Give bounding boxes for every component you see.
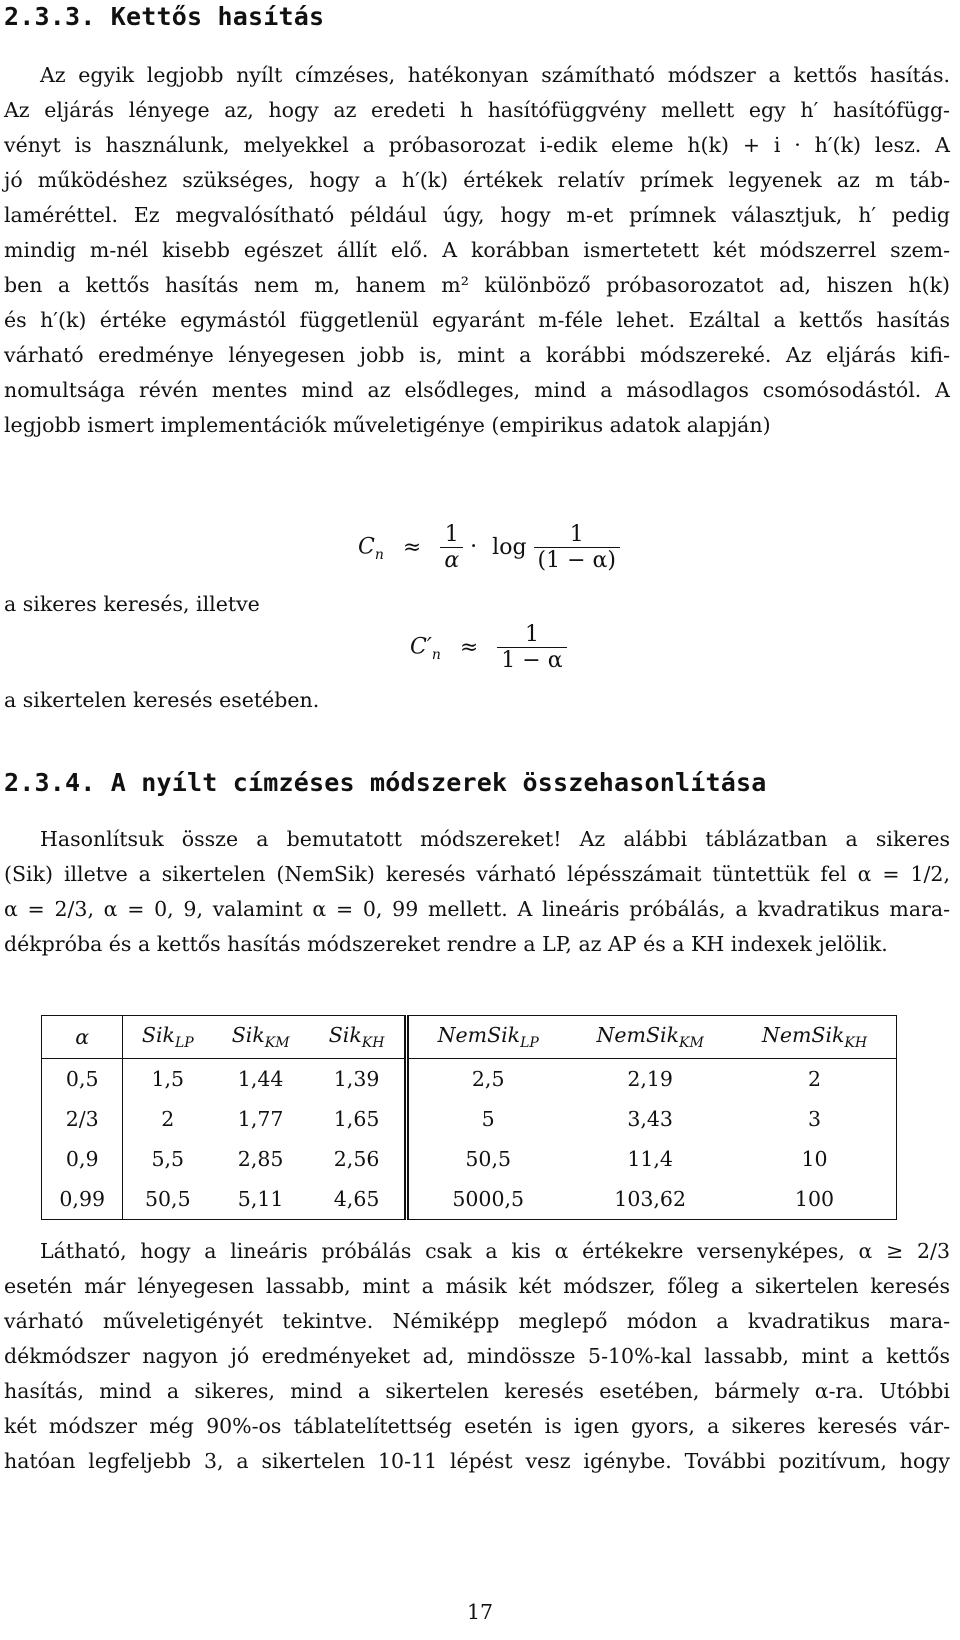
dot-operator: · [470,534,478,560]
formula-symbol: C [358,534,375,560]
table-cell: 0,5 [42,1059,123,1100]
table-cell: 2 [161,1107,175,1131]
table-cell: 5 [481,1107,495,1131]
text-line: nomultsága révén mentes mind az elsődleges, mind a másodlagos csomósodástól. A [4,378,950,402]
table-cell: 2/3 [42,1099,123,1139]
paragraph-kettos-hasitas [4,58,950,443]
paragraph-conclusion [4,1234,950,1479]
text-line: hatóan legfeljebb 3, a sikertelen 10-11 lépést vesz igénybe. További pozitívum, hogy [4,1449,950,1473]
header-subscript: LP [520,1035,539,1052]
section-title-osszehasonlitas: 2.3.4. A nyílt címzéses módszerek összehasonlítása [4,768,767,797]
formula-subscript: n [374,546,384,563]
text-line: α = 2/3, α = 0, 9, valamint α = 0, 99 mellett. A lineáris próbálás, a kvadratikus mara- [4,897,950,921]
text-line: (Sik) illetve a sikertelen (NemSik) keresés várható lépésszámait tüntettük fel α = 1/2, [4,862,950,886]
approx-sign: ≈ [459,634,479,660]
text-line: dékmódszer nagyon jó eredményeket ad, mindössze 5-10%-kal lassabb, mint a kettős [4,1344,950,1368]
text-line: Hasonlítsuk össze a bemutatott módszereket! Az alábbi táblázatban a sikeres [40,827,950,851]
log-fraction [534,522,620,573]
page-number: 17 [466,1600,494,1624]
approx-sign: ≈ [402,534,422,560]
header-sik-kh [309,1016,406,1059]
table-row [42,1179,897,1220]
header-sik-km [212,1016,309,1059]
table-cell: 1,77 [237,1107,284,1131]
text-line: laméréttel. Ez megvalósítható például úgy, hogy m-et prímnek választjuk, h′ pedig [4,203,950,227]
header-nemsik-lp [407,1016,568,1059]
header-text: NemSik [437,1022,521,1047]
header-subscript: LP [174,1035,194,1052]
text-line: Látható, hogy a lineáris próbálás csak a kis α értékekre versenyképes, α ≥ 2/3 [40,1239,950,1263]
paragraph-osszehasonlitas [4,822,950,962]
text-line: várható műveletigényét tekintve. Némiképp meglepő módon a kvadratikus mara- [4,1309,950,1333]
table-cell: 3 [807,1107,822,1131]
text-line: két módszer még 90%-os táblatelítettség esetén is igen gyors, a sikeres keresés vár- [4,1414,950,1438]
text-line: hasítás, mind a sikeres, mind a sikertelen keresés esetében, bármely α-ra. Utóbbi [4,1379,950,1403]
table-cell: 2,5 [471,1067,505,1091]
text-line: és h′(k) értéke egymástól függetlenül egyaránt m-féle lehet. Ezáltal a kettős hasítás [4,308,950,332]
header-nemsik-kh [733,1016,897,1059]
table-cell: 2,19 [627,1067,673,1091]
table-row [42,1059,897,1100]
header-text: NemSik [596,1022,680,1047]
text-after-formula-1: a sikeres keresés, illetve [4,592,260,616]
text-line: Az eljárás lényege az, hogy az eredeti h hasítófüggvény mellett egy h′ hasítófügg- [4,98,950,122]
table-cell: 0,9 [42,1139,123,1179]
table-cell: 1,65 [309,1099,406,1139]
text-line: mindig m-nél kisebb egészet állít elő. A korábban ismertetett két módszerrel szem- [4,238,950,262]
table-cell: 3,43 [627,1107,673,1131]
text-line: ben a kettős hasítás nem m, hanem m² különböző próbasorozatot ad, hiszen h(k) [4,273,950,297]
comparison-table [41,1015,897,1220]
table-cell: 100 [794,1187,835,1211]
header-subscript: KM [679,1035,704,1052]
header-subscript: KM [264,1035,290,1052]
table-cell: 2,85 [237,1147,284,1171]
table-cell: 1,5 [151,1067,185,1091]
text-line: várható eredménye lényegesen jobb is, mint a korábbi módszereké. Az eljárás kifi- [4,343,950,367]
text-line: dékpróba és a kettős hasítás módszereket rendre a LP, az AP és a KH indexek jelölik. [4,932,888,956]
fraction [497,622,566,673]
table-row [42,1139,897,1179]
text-after-formula-2: a sikertelen keresés esetében. [4,688,320,712]
table-cell: 5,5 [151,1147,185,1171]
fraction-denominator: α [440,547,463,573]
table-cell: 2 [807,1067,822,1091]
formula-successful-search [358,522,620,573]
text-line: Az egyik legjobb nyílt címzéses, hatékonyan számítható módszer a kettős hasítás. [40,63,950,87]
fraction [440,522,463,573]
table-cell: 50,5 [465,1147,512,1171]
table-cell: 1,39 [309,1059,406,1100]
text-line: esetén már lényegesen lassabb, mint a másik két módszer, főleg a sikertelen keresés [4,1274,950,1298]
header-sik-lp [123,1016,212,1059]
header-nemsik-km [567,1016,733,1059]
log-numerator: 1 [569,522,584,547]
table-cell: 4,65 [309,1179,406,1220]
table-row [42,1099,897,1139]
text-line: vényt is használunk, melyekkel a próbasorozat i-edik eleme h(k) + i · h′(k) lesz. A [4,133,950,157]
header-text: Sik [231,1022,265,1047]
formula-unsuccessful-search [410,622,567,673]
fraction-numerator: 1 [444,522,459,547]
section-title-kettos-hasitas: 2.3.3. Kettős hasítás [4,2,325,31]
formula-subscript: n [431,646,441,663]
table-cell: 5000,5 [452,1187,525,1211]
header-text: Sik [328,1022,362,1047]
table-header-row [42,1016,897,1059]
table-cell: 5,11 [237,1187,284,1211]
header-text: α [75,1025,90,1049]
header-text: Sik [141,1022,175,1047]
header-alpha [42,1016,123,1059]
log-function: log [492,534,527,560]
text-line: jó működéshez szükséges, hogy a h′(k) értékek relatív prímek legyenek az m táb- [4,168,950,192]
formula-symbol: C′ [410,634,432,660]
table-cell: 10 [801,1147,828,1171]
header-subscript: KH [361,1035,385,1052]
log-denominator: (1 − α) [534,547,620,573]
header-text: NemSik [761,1022,845,1047]
header-subscript: KH [844,1035,868,1052]
table-cell: 50,5 [144,1187,191,1211]
table-cell: 0,99 [42,1179,123,1220]
text-line: legjobb ismert implementációk műveletigénye (empirikus adatok alapján) [4,413,771,437]
fraction-numerator: 1 [524,622,539,647]
table-cell: 11,4 [627,1147,673,1171]
table-cell: 2,56 [309,1139,406,1179]
table-cell: 1,44 [237,1067,284,1091]
fraction-denominator: 1 − α [497,647,566,673]
table-cell: 103,62 [614,1187,687,1211]
